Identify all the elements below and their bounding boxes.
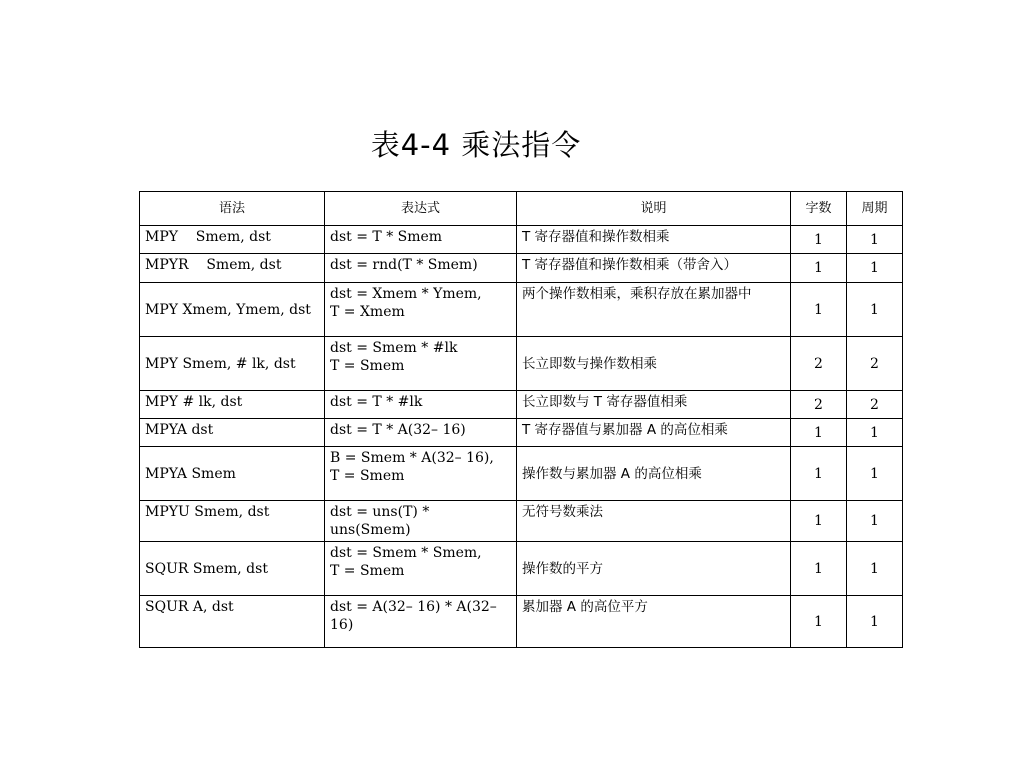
cycles-cell: 1 <box>847 283 903 337</box>
table-row <box>140 501 903 542</box>
table-row <box>140 254 903 283</box>
syntax-cell: MPYA dst <box>140 419 325 447</box>
multiply-instruction-table <box>139 191 903 648</box>
description-cell: 操作数的平方 <box>517 542 791 596</box>
words-cell: 1 <box>791 501 847 542</box>
table-row <box>140 419 903 447</box>
syntax-cell: MPY Xmem, Ymem, dst <box>140 283 325 337</box>
description-cell: 无符号数乘法 <box>517 501 791 542</box>
table-row <box>140 283 903 337</box>
expression-cell: dst = T * #lk <box>325 391 517 419</box>
description-cell: 长立即数与 T 寄存器值相乘 <box>517 391 791 419</box>
description-cell: 两个操作数相乘，乘积存放在累加器中 <box>517 283 791 337</box>
expression-cell: dst = T * Smem <box>325 226 517 254</box>
description-cell: T 寄存器值和操作数相乘（带舍入） <box>517 254 791 283</box>
description-cell: T 寄存器值和操作数相乘 <box>517 226 791 254</box>
table-row <box>140 391 903 419</box>
table-header-row <box>140 192 903 226</box>
header-cycles: 周期 <box>847 192 903 226</box>
cycles-cell: 1 <box>847 501 903 542</box>
expression-cell: dst = Smem * #lk T = Smem <box>325 337 517 391</box>
syntax-cell: MPY # lk, dst <box>140 391 325 419</box>
table-row <box>140 542 903 596</box>
cycles-cell: 2 <box>847 391 903 419</box>
syntax-cell: MPYR Smem, dst <box>140 254 325 283</box>
cycles-cell: 2 <box>847 337 903 391</box>
expression-cell: B = Smem * A(32– 16), T = Smem <box>325 447 517 501</box>
words-cell: 2 <box>791 391 847 419</box>
syntax-cell: MPYA Smem <box>140 447 325 501</box>
words-cell: 1 <box>791 419 847 447</box>
words-cell: 1 <box>791 596 847 648</box>
header-description: 说明 <box>517 192 791 226</box>
description-cell: 累加器 A 的高位平方 <box>517 596 791 648</box>
cycles-cell: 1 <box>847 226 903 254</box>
expression-cell: dst = uns(T) * uns(Smem) <box>325 501 517 542</box>
expression-cell: dst = T * A(32– 16) <box>325 419 517 447</box>
description-cell: T 寄存器值与累加器 A 的高位相乘 <box>517 419 791 447</box>
syntax-cell: MPYU Smem, dst <box>140 501 325 542</box>
table-title: 表4-4 乘法指令 <box>370 128 582 162</box>
table-row <box>140 447 903 501</box>
header-words: 字数 <box>791 192 847 226</box>
expression-cell: dst = Smem * Smem, T = Smem <box>325 542 517 596</box>
table-row <box>140 596 903 648</box>
words-cell: 2 <box>791 337 847 391</box>
table-row <box>140 337 903 391</box>
cycles-cell: 1 <box>847 596 903 648</box>
table-row <box>140 226 903 254</box>
syntax-cell: MPY Smem, dst <box>140 226 325 254</box>
header-expression: 表达式 <box>325 192 517 226</box>
cycles-cell: 1 <box>847 447 903 501</box>
cycles-cell: 1 <box>847 254 903 283</box>
description-cell: 操作数与累加器 A 的高位相乘 <box>517 447 791 501</box>
syntax-cell: SQUR A, dst <box>140 596 325 648</box>
expression-cell: dst = Xmem * Ymem, T = Xmem <box>325 283 517 337</box>
syntax-cell: MPY Smem, # lk, dst <box>140 337 325 391</box>
header-syntax: 语法 <box>140 192 325 226</box>
words-cell: 1 <box>791 254 847 283</box>
words-cell: 1 <box>791 283 847 337</box>
syntax-cell: SQUR Smem, dst <box>140 542 325 596</box>
expression-cell: dst = A(32– 16) * A(32– 16) <box>325 596 517 648</box>
words-cell: 1 <box>791 542 847 596</box>
words-cell: 1 <box>791 226 847 254</box>
words-cell: 1 <box>791 447 847 501</box>
cycles-cell: 1 <box>847 419 903 447</box>
cycles-cell: 1 <box>847 542 903 596</box>
expression-cell: dst = rnd(T * Smem) <box>325 254 517 283</box>
description-cell: 长立即数与操作数相乘 <box>517 337 791 391</box>
